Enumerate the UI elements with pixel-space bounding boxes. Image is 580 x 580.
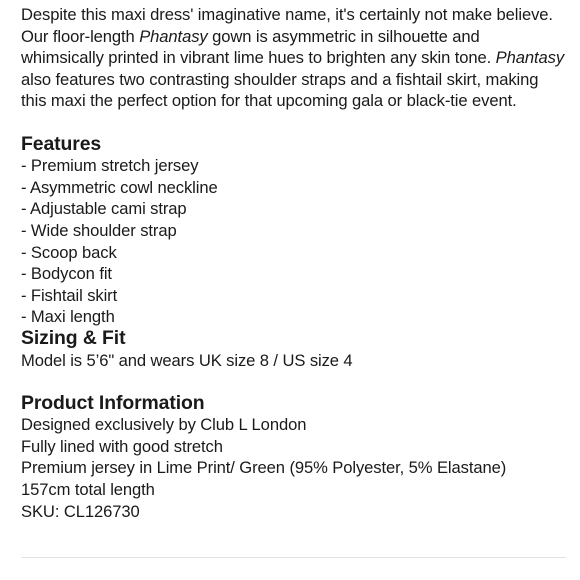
feature-item: - Maxi length — [21, 307, 115, 327]
description-paragraph — [21, 4, 566, 112]
feature-item: - Premium stretch jersey — [21, 156, 199, 176]
product-description — [21, 4, 566, 522]
spacer — [21, 112, 566, 134]
feature-item: - Adjustable cami strap — [21, 199, 187, 219]
description-text-2: gown is asymmetric in silhouette and whimsically printed in vibrant lime hues to brighten any skin tone. — [21, 26, 496, 68]
spacer — [21, 371, 566, 393]
product-info-line: Fully lined with good stretch — [21, 436, 223, 456]
feature-item: - Asymmetric cowl neckline — [21, 177, 218, 197]
feature-item: - Scoop back — [21, 242, 117, 262]
section-divider — [21, 557, 566, 558]
dress-name-1: Phantasy — [139, 26, 208, 46]
feature-item: - Wide shoulder strap — [21, 220, 177, 240]
features-list — [21, 155, 566, 328]
description-text-3: also features two contrasting shoulder straps and a fishtail skirt, making this maxi the perfect option for that upcoming gala or black-tie event. — [21, 69, 539, 111]
product-info-heading: Product Information — [21, 391, 205, 414]
product-info-line: 157cm total length — [21, 480, 155, 500]
dress-name-2: Phantasy — [495, 48, 565, 68]
product-info-line: Premium jersey in Lime Print/ Green (95% Polyester, 5% Elastane) — [21, 458, 507, 478]
sizing-text: Model is 5’6" and wears UK size 8 / US size 4 — [21, 350, 353, 370]
sizing-heading: Sizing & Fit — [21, 326, 126, 349]
sku-line: SKU: CL126730 — [21, 501, 140, 521]
features-heading: Features — [21, 132, 102, 155]
description-text-1: Despite this maxi dress' imaginative name, it's certainly not make believe. Our floor-length — [21, 5, 553, 46]
feature-item: - Bodycon fit — [21, 264, 112, 284]
feature-item: - Fishtail skirt — [21, 285, 118, 305]
product-info-line: Designed exclusively by Club L London — [21, 415, 307, 435]
